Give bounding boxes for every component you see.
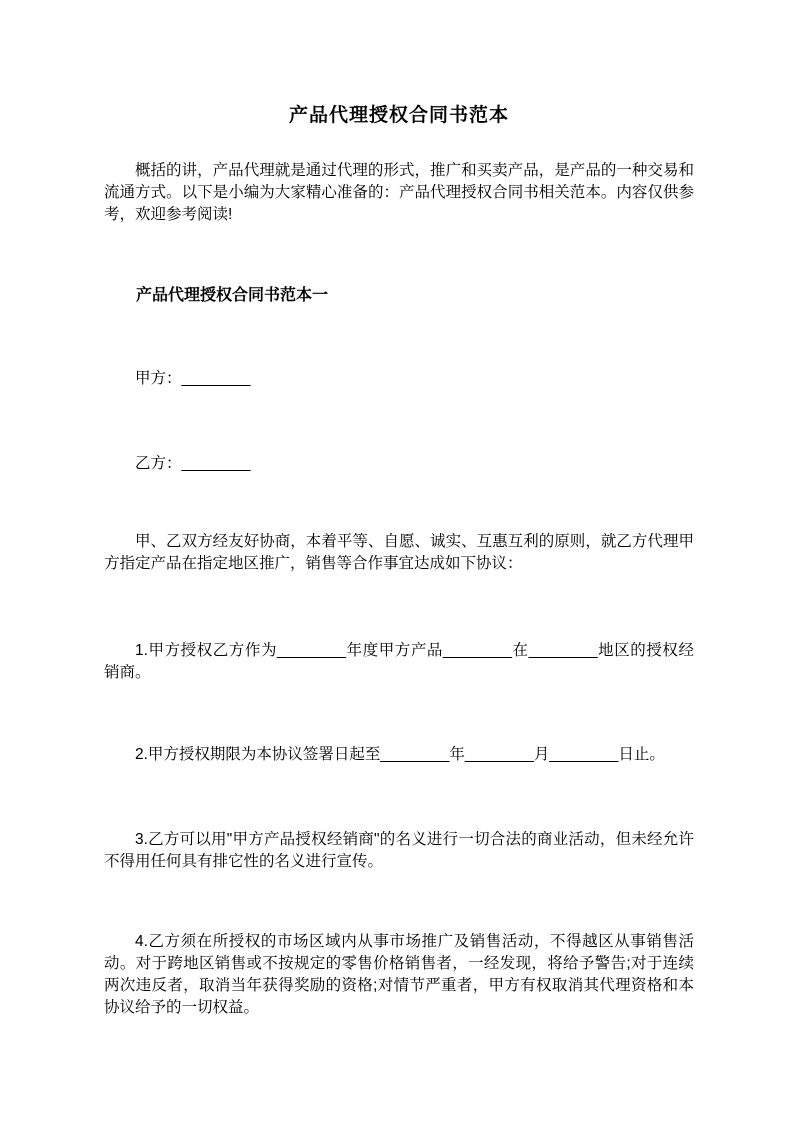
- party-a-line: 甲方：________: [135, 370, 251, 387]
- clause-2-paragraph: 2.甲方授权期限为本协议签署日起至________年________月________日止。: [135, 746, 665, 763]
- party-b-line: 乙方：________: [135, 455, 251, 472]
- clause-4-paragraph: 4.乙方须在所授权的市场区域内从事市场推广及销售活动，不得越区从事销售活动。对于跨地区销售或不按规定的零售价格销售者，一经发现，将给予警告;对于连续两次违反者，取消当年获得奖励的资格;对情节严重者，甲方有权取消其代理资格和本协议给予的一切权益。: [104, 933, 694, 1016]
- preamble-paragraph: 甲、乙双方经友好协商，本着平等、自愿、诚实、互惠互利的原则，就乙方代理甲方指定产品在指定地区推广，销售等合作事宜达成如下协议：: [104, 533, 694, 572]
- clause-1-paragraph: 1.甲方授权乙方作为________年度甲方产品________在________地区的授权经销商。: [104, 642, 694, 681]
- section-heading: 产品代理授权合同书范本一: [136, 287, 329, 304]
- intro-paragraph: 概括的讲，产品代理就是通过代理的形式，推广和买卖产品，是产品的一种交易和流通方式。以下是小编为大家精心准备的：产品代理授权合同书相关范本。内容仅供参考，欢迎参考阅读!: [104, 162, 694, 223]
- document-title: 产品代理授权合同书范本: [288, 105, 509, 126]
- clause-3-paragraph: 3.乙方可以用"甲方产品授权经销商"的名义进行一切合法的商业活动，但未经允许不得用任何具有排它性的名义进行宣传。: [104, 831, 694, 870]
